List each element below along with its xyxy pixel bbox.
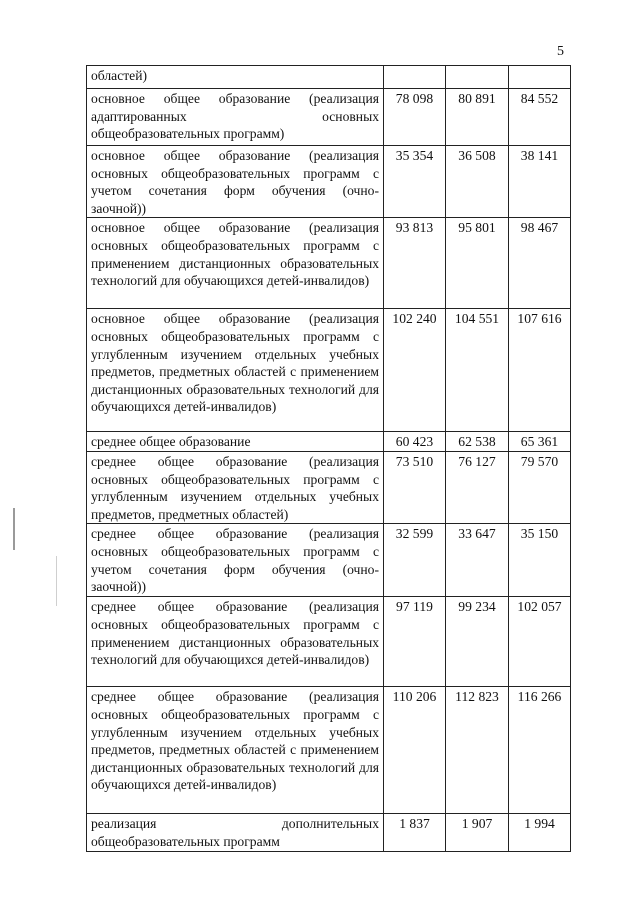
value-year-1: 60 423 — [384, 432, 446, 452]
value-year-1: 93 813 — [384, 218, 446, 309]
value-year-3: 1 994 — [509, 814, 571, 851]
value-year-1: 78 098 — [384, 89, 446, 146]
table-row — [87, 524, 571, 597]
value-year-3: 35 150 — [509, 524, 571, 597]
table-row — [87, 66, 571, 89]
value-year-2: 62 538 — [446, 432, 509, 452]
value-year-2 — [446, 66, 509, 89]
value-year-3: 38 141 — [509, 146, 571, 218]
row-description: среднее общее образование (реализация основных общеобразовательных программ с углубленным изучением отдельных учебных предметов, предметных областей) — [87, 451, 384, 523]
value-year-3: 102 057 — [509, 597, 571, 687]
value-year-1: 102 240 — [384, 309, 446, 432]
table-row — [87, 451, 571, 523]
value-year-1: 97 119 — [384, 597, 446, 687]
table-row — [87, 432, 571, 452]
row-description: среднее общее образование — [87, 432, 384, 452]
value-year-1: 110 206 — [384, 687, 446, 814]
row-description: основное общее образование (реализация основных общеобразовательных программ с применением дистанционных образовательных технологий для обучающихся детей-инвалидов) — [87, 218, 384, 309]
value-year-2: 112 823 — [446, 687, 509, 814]
value-year-2: 1 907 — [446, 814, 509, 851]
row-description: областей) — [87, 66, 384, 89]
value-year-2: 95 801 — [446, 218, 509, 309]
value-year-2: 80 891 — [446, 89, 509, 146]
value-year-2: 33 647 — [446, 524, 509, 597]
value-year-1: 35 354 — [384, 146, 446, 218]
cost-table — [86, 65, 571, 852]
value-year-3: 79 570 — [509, 451, 571, 523]
value-year-3: 116 266 — [509, 687, 571, 814]
row-description: среднее общее образование (реализация основных общеобразовательных программ с учетом сочетания форм обучения (очно-заочной)) — [87, 524, 384, 597]
value-year-1: 32 599 — [384, 524, 446, 597]
table-row — [87, 597, 571, 687]
table-row — [87, 687, 571, 814]
table-row — [87, 146, 571, 218]
value-year-2: 99 234 — [446, 597, 509, 687]
value-year-2: 104 551 — [446, 309, 509, 432]
row-description: среднее общее образование (реализация основных общеобразовательных программ с углубленным изучением отдельных учебных предметов, предметных областей с применением дистанционных образовательных технологий для обучающихся детей-инвалидов) — [87, 687, 384, 814]
scan-margin-mark — [13, 508, 15, 550]
value-year-3: 98 467 — [509, 218, 571, 309]
value-year-2: 76 127 — [446, 451, 509, 523]
table-row — [87, 309, 571, 432]
value-year-2: 36 508 — [446, 146, 509, 218]
row-description: основное общее образование (реализация основных общеобразовательных программ с учетом сочетания форм обучения (очно-заочной)) — [87, 146, 384, 218]
value-year-3 — [509, 66, 571, 89]
scan-margin-mark — [56, 556, 57, 606]
row-description: основное общее образование (реализация адаптированных основных общеобразовательных программ) — [87, 89, 384, 146]
value-year-3: 65 361 — [509, 432, 571, 452]
value-year-1: 73 510 — [384, 451, 446, 523]
table-row — [87, 814, 571, 851]
table-row — [87, 89, 571, 146]
row-description: среднее общее образование (реализация основных общеобразовательных программ с применением дистанционных образовательных технологий для обучающихся детей-инвалидов) — [87, 597, 384, 687]
row-description: основное общее образование (реализация основных общеобразовательных программ с углубленным изучением отдельных учебных предметов, предметных областей с применением дистанционных образовательных технологий для обучающихся детей-инвалидов) — [87, 309, 384, 432]
row-description: реализация дополнительных общеобразовательных программ — [87, 814, 384, 851]
value-year-3: 107 616 — [509, 309, 571, 432]
value-year-1 — [384, 66, 446, 89]
page-number: 5 — [557, 44, 564, 59]
value-year-1: 1 837 — [384, 814, 446, 851]
table-row — [87, 218, 571, 309]
value-year-3: 84 552 — [509, 89, 571, 146]
